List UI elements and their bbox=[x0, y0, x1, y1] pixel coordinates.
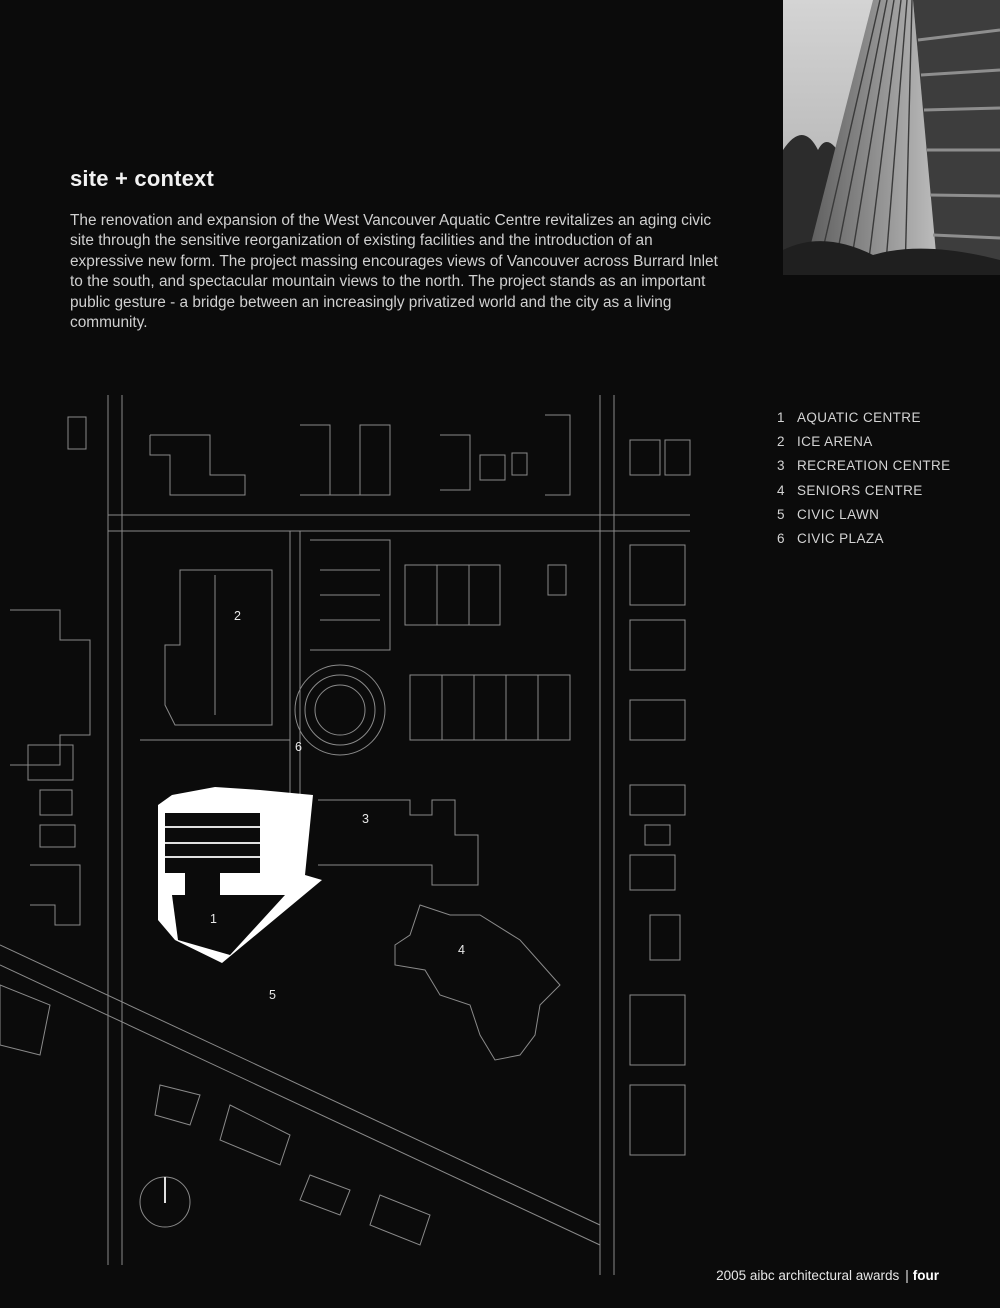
intro-paragraph: The renovation and expansion of the West Vancouver Aquatic Centre revitalizes an aging civic site through the sensitive reorganization of existing facilities and the introduction of an expressive new form. The project massing encourages views of Vancouver across Burrard Inlet to the south, and spectacular mountain views to the north. The project stands as an important public gesture - a bridge between an increasingly privatized world and the city as a living community. bbox=[70, 212, 718, 332]
publication-name: 2005 aibc architectural awards bbox=[716, 1268, 900, 1283]
plan-label-civic-lawn: 5 bbox=[269, 988, 276, 1002]
legend-item: 6 CIVIC PLAZA bbox=[777, 530, 884, 546]
plan-label-seniors-centre: 4 bbox=[458, 943, 465, 957]
plan-legend bbox=[777, 408, 951, 553]
page-number: four bbox=[912, 1268, 939, 1283]
legend-item: 3 RECREATION CENTRE bbox=[777, 458, 951, 474]
legend-item: 5 CIVIC LAWN bbox=[777, 506, 880, 522]
plan-label-civic-plaza: 6 bbox=[295, 740, 302, 754]
legend-item: 4 SENIORS CENTRE bbox=[777, 482, 923, 498]
building-photo bbox=[783, 0, 1000, 275]
site-plan bbox=[0, 395, 780, 1275]
plan-label-recreation-centre: 3 bbox=[362, 812, 369, 826]
plan-label-aquatic-centre: 1 bbox=[210, 912, 217, 926]
section-heading: site + context bbox=[70, 166, 215, 191]
page-footer bbox=[716, 1268, 939, 1283]
legend-item: 1 AQUATIC CENTRE bbox=[777, 410, 921, 425]
plan-label-ice-arena: 2 bbox=[234, 609, 241, 623]
footer-separator: | bbox=[905, 1268, 909, 1283]
legend-item: 2 ICE ARENA bbox=[777, 434, 873, 450]
